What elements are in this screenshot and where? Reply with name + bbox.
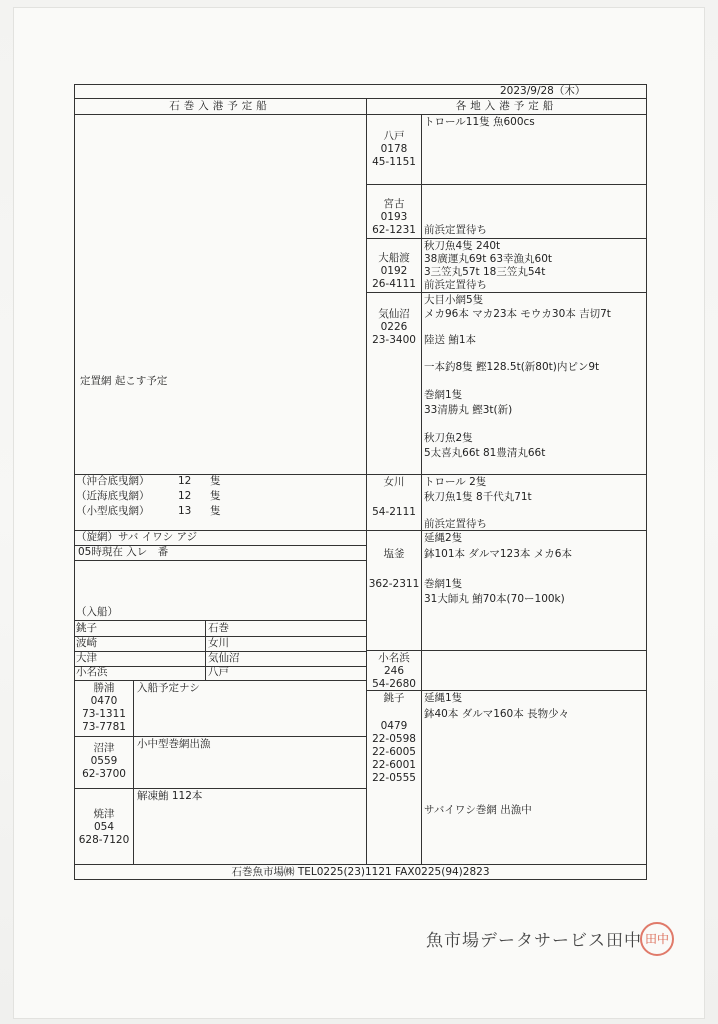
onagawa-contact: [368, 476, 420, 489]
trawl-name-2: （近海底曳網）: [76, 490, 150, 502]
choshi-tel-5: 22-0555: [372, 772, 416, 784]
katsuura-note: 入船予定ナシ: [137, 682, 200, 694]
choshi-tel-3: 22-6005: [372, 746, 416, 758]
other-ports-title: 各地入港予定船: [455, 100, 558, 112]
hachinohe-tel-1: 0178: [380, 143, 408, 155]
kesennuma-line-8: 5太喜丸66t 81豊清丸66t: [424, 447, 546, 459]
table-frame: [74, 84, 647, 880]
onahama-contact: [368, 652, 420, 691]
choshi-name: 銚子: [383, 692, 405, 704]
onagawa-tel-1: 54-2111: [372, 506, 416, 518]
hachinohe-line-1: トロール11隻 魚600cs: [424, 116, 535, 128]
status-time: 05時現在 入レ 番: [78, 546, 169, 558]
rule-katsuura-bottom: [74, 736, 366, 737]
onagawa-name: 女川: [383, 476, 405, 488]
rule-kny-mid: [133, 680, 134, 864]
numazu-name: 沼津: [93, 742, 115, 754]
rule-port-4: [74, 680, 366, 681]
trawl-name-1: （沖合底曳網）: [76, 475, 150, 487]
trawl-unit-1: 隻: [210, 475, 221, 487]
katsuura-name: 勝浦: [93, 682, 115, 694]
shiogama-line-1: 延縄2隻: [424, 532, 463, 544]
miyako-line-1: 前浜定置待ち: [424, 224, 487, 236]
rule-kesennuma-bottom: [366, 474, 647, 475]
kesennuma-line-6: 33清勝丸 鰹3t(新): [424, 404, 513, 416]
trawl-unit-2: 隻: [210, 490, 221, 502]
ofunato-tel-2: 26-4111: [372, 278, 416, 290]
rule-center: [366, 98, 367, 864]
makiami-species: （旋網）サバ イワシ アジ: [76, 531, 198, 543]
trawl-name-3: （小型底曳網）: [76, 505, 150, 517]
katsuura-tel-2: 73-1311: [82, 708, 126, 720]
kesennuma-line-7: 秋刀魚2隻: [424, 432, 473, 444]
trawl-unit-3: 隻: [210, 505, 221, 517]
rule-shiogama-bottom: [366, 650, 647, 651]
choshi-line-3: サバイワシ巻網 出漁中: [424, 804, 532, 816]
rule-miyako-bottom: [366, 238, 647, 239]
rule-footer: [74, 864, 647, 865]
report-date: 2023/9/28（木）: [500, 85, 586, 97]
rule-ports-top: [74, 620, 366, 621]
choshi-tel-4: 22-6001: [372, 759, 416, 771]
kesennuma-contact: [368, 308, 420, 347]
ishinomaki-title: 石巻入港予定船: [169, 100, 271, 112]
shiogama-name: 塩釜: [383, 548, 405, 560]
onagawa-line-1: トロール 2隻: [424, 476, 487, 488]
hachinohe-name: 八戸: [383, 130, 405, 142]
publisher-signature: 魚市場データサービス田中: [426, 931, 642, 951]
rule-numazu-bottom: [74, 788, 366, 789]
trawl-count-1: 12: [178, 475, 192, 487]
shiogama-line-4: 31大師丸 鮪70本(70ー100k): [424, 593, 565, 605]
kesennuma-line-4: 一本釣8隻 鰹128.5t(新80t)内ピン9t: [424, 361, 600, 373]
onahama-tel-1: 246: [383, 665, 405, 677]
yaizu-tel-1: 054: [93, 821, 115, 833]
hachinohe-tel-2: 45-1151: [372, 156, 416, 168]
ofunato-line-1: 秋刀魚4隻 240t: [424, 240, 501, 252]
ofunato-line-2: 38廣運丸69t 63幸漁丸60t: [424, 253, 553, 265]
shiogama-line-3: 巻網1隻: [424, 578, 463, 590]
hachinohe-contact: [368, 130, 420, 169]
rule-right-mid: [421, 114, 422, 864]
katsuura-contact: [76, 682, 132, 734]
shiogama-line-2: 鉢101本 ダルマ123本 メカ6本: [424, 548, 572, 560]
nyusen-label: （入船）: [76, 606, 118, 618]
trawl-count-3: 13: [178, 505, 192, 517]
choshi-tel-2: 22-0598: [372, 733, 416, 745]
yaizu-tel-2: 628-7120: [78, 834, 130, 846]
personal-seal-stamp: 田中: [640, 922, 674, 956]
numazu-tel-2: 62-3700: [82, 768, 126, 780]
shiogama-tel-1: 362-2311: [368, 578, 420, 590]
miyako-tel-1: 0193: [380, 211, 408, 223]
numazu-contact: [76, 742, 132, 781]
numazu-tel-1: 0559: [90, 755, 118, 767]
ofunato-contact: [368, 252, 420, 291]
miyako-contact: [368, 198, 420, 237]
port-from-4: 小名浜: [76, 666, 108, 678]
katsuura-tel-1: 0470: [90, 695, 118, 707]
port-from-1: 銚子: [76, 622, 97, 634]
katsuura-tel-3: 73-7781: [82, 721, 126, 733]
miyako-name: 宮古: [383, 198, 405, 210]
port-from-2: 波崎: [76, 637, 97, 649]
rule-titles: [74, 114, 647, 115]
kesennuma-tel-1: 0226: [380, 321, 408, 333]
teichi-plan: 定置網 起こす予定: [80, 375, 168, 387]
yaizu-note: 解凍鮪 112本: [137, 790, 203, 802]
ofunato-tel-1: 0192: [380, 265, 408, 277]
rule-ports-mid: [205, 620, 206, 680]
onahama-name: 小名浜: [378, 652, 410, 664]
kesennuma-line-3: 陸送 鮪1本: [424, 334, 477, 346]
rule-hachinohe-bottom: [366, 184, 647, 185]
ofunato-name: 大船渡: [378, 252, 410, 264]
miyako-tel-2: 62-1231: [372, 224, 416, 236]
port-to-1: 石巻: [208, 622, 229, 634]
onagawa-line-3: 前浜定置待ち: [424, 518, 487, 530]
onagawa-line-2: 秋刀魚1隻 8千代丸71t: [424, 491, 532, 503]
rule-date: [74, 98, 647, 99]
numazu-note: 小中型巻網出漁: [137, 738, 211, 750]
kesennuma-line-2: メカ96本 マカ23本 モウカ30本 吉切7t: [424, 308, 611, 320]
yaizu-name: 焼津: [93, 808, 115, 820]
port-to-4: 八戸: [208, 666, 229, 678]
ofunato-line-4: 前浜定置待ち: [424, 279, 487, 291]
ofunato-line-3: 3三笠丸57t 18三笠丸54t: [424, 266, 546, 278]
port-to-3: 気仙沼: [208, 652, 240, 664]
rule-onagawa-bottom: [366, 530, 647, 531]
kesennuma-tel-2: 23-3400: [372, 334, 416, 346]
rule-ofunato-bottom: [366, 292, 647, 293]
choshi-line-1: 延縄1隻: [424, 692, 463, 704]
yaizu-contact: [76, 808, 132, 847]
market-contact-footer: 石巻魚市場㈱ TEL0225(23)1121 FAX0225(94)2823: [231, 866, 490, 878]
rule-status-bottom: [74, 560, 366, 561]
port-to-2: 女川: [208, 637, 229, 649]
trawl-count-2: 12: [178, 490, 192, 502]
kesennuma-name: 気仙沼: [378, 308, 410, 320]
kesennuma-line-1: 大目小網5隻: [424, 294, 484, 306]
choshi-tel-1: 0479: [380, 720, 408, 732]
kesennuma-line-5: 巻網1隻: [424, 389, 463, 401]
port-from-3: 大津: [76, 652, 97, 664]
choshi-line-2: 鉢40本 ダルマ160本 長物少々: [424, 708, 570, 720]
onahama-tel-2: 54-2680: [372, 678, 416, 690]
choshi-tel: [368, 720, 420, 785]
